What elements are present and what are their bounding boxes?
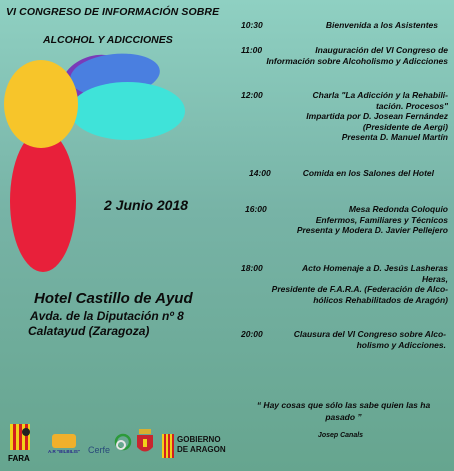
schedule-text: Comida en los Salones del Hotel bbox=[302, 168, 434, 178]
schedule-time: 20:00 bbox=[241, 329, 263, 339]
schedule-text: Bienvenida a los Asistentes bbox=[325, 20, 438, 30]
schedule-text: Inauguración del VI Congreso de Información sobre Alcoholismo y Adicciones bbox=[266, 45, 448, 66]
schedule-time: 18:00 bbox=[241, 263, 263, 273]
rehab-label: A.R "BILBILIS" bbox=[47, 449, 81, 454]
sponsor-logos bbox=[0, 420, 227, 468]
rehab-badge-icon bbox=[52, 434, 76, 448]
crest-icon bbox=[134, 428, 156, 458]
cerfe-logo bbox=[88, 440, 110, 458]
green-circles-logo bbox=[112, 432, 134, 456]
fara-label: FARA bbox=[8, 454, 30, 463]
congress-title-line1: VI CONGRESO DE INFORMACIÓN SOBRE bbox=[6, 6, 220, 18]
venue-address: Avda. de la Diputación nº 8 bbox=[30, 309, 184, 323]
fara-logo bbox=[4, 422, 38, 466]
venue-city: Calatayud (Zaragoza) bbox=[28, 324, 150, 338]
red-shape bbox=[10, 130, 76, 272]
gobierno-aragon-logo bbox=[162, 432, 226, 460]
schedule-time: 12:00 bbox=[241, 90, 263, 100]
cyan-shape bbox=[70, 82, 185, 140]
cerfe-label: Cerfe bbox=[88, 445, 111, 455]
aragon-label-top: GOBIERNO bbox=[177, 435, 221, 444]
event-date: 2 Junio 2018 bbox=[104, 197, 189, 213]
schedule-text: Mesa Redonda Coloquio Enfermos, Familiares y Técnicos Presenta y Modera D. Javier Pellejero bbox=[296, 204, 448, 235]
schedule-text: Clausura del VI Congreso sobre Alco- holismo y Adicciones. bbox=[293, 329, 446, 350]
right-panel bbox=[227, 0, 454, 471]
yellow-shape bbox=[4, 60, 78, 148]
schedule-time: 11:00 bbox=[241, 45, 263, 55]
schedule-time: 14:00 bbox=[249, 168, 271, 178]
rehab-logo bbox=[44, 434, 84, 458]
calatayud-crest-logo bbox=[134, 428, 156, 458]
schedule-text: Charla "La Adicción y la Rehabili- tación. Procesos" Impartida por D. Josean Fernández (Presidente de Aergi) Presenta D. Manuel Martín bbox=[306, 90, 448, 142]
schedule-text: Acto Homenaje a D. Jesús Lasheras Heras, Presidente de F.A.R.A. (Federación de Alco- hólicos Rehabilitados de Aragón) bbox=[271, 263, 448, 305]
aragon-flag-icon bbox=[162, 434, 174, 458]
quote-author: Josep Canals bbox=[317, 432, 364, 439]
quote-text: “ Hay cosas que sólo las sabe quien las ha pasado ” bbox=[256, 400, 431, 422]
venue-name: Hotel Castillo de Ayud bbox=[34, 290, 193, 307]
aragon-label-bottom: DE ARAGON bbox=[177, 445, 226, 454]
schedule-time: 16:00 bbox=[245, 204, 267, 214]
green-circles-icon bbox=[112, 432, 134, 456]
congress-title-line2: ALCOHOL Y ADICCIONES bbox=[43, 34, 173, 46]
schedule-time: 10:30 bbox=[241, 20, 263, 30]
